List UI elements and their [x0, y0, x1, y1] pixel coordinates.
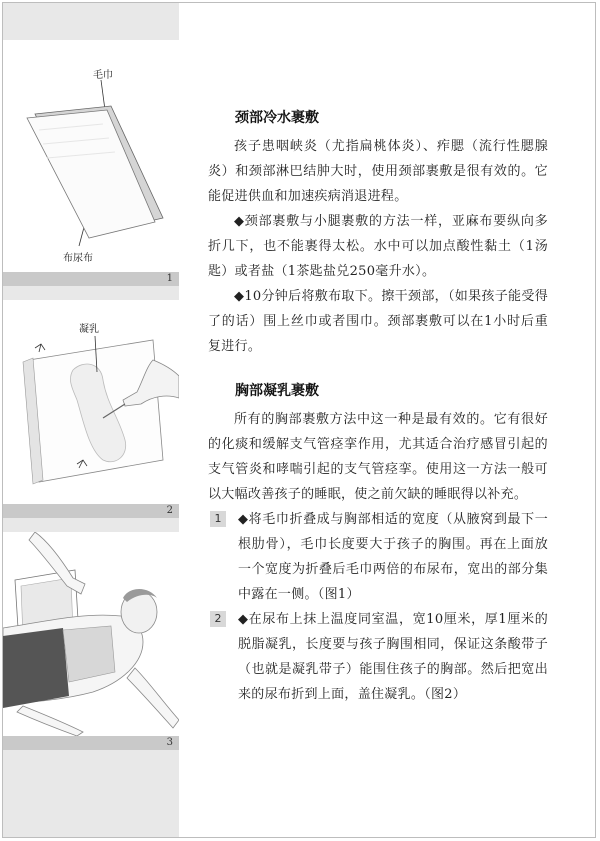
step-text: ◆将毛巾折叠成与胸部相适的宽度（从腋窝到最下一根肋骨），毛巾长度要大于孩子的胸围。再在上面放一个宽度为折叠后毛巾两倍的布尿布，宽出的部分集中露在一侧。（图1）	[238, 512, 548, 602]
main-text	[208, 108, 548, 707]
child-wrap-illustration	[3, 532, 179, 736]
step-1	[208, 507, 548, 607]
figure-1-label-diaper: 布尿布	[63, 253, 93, 264]
step-2	[208, 607, 548, 707]
figure-2-number: 2	[166, 505, 173, 516]
figure-1-caption-bar	[3, 272, 179, 286]
step-text: ◆在尿布上抹上温度同室温，宽10厘米，厚1厘米的脱脂凝乳，长度要与孩子胸围相同，保证这条酸带子（也就是凝乳带子）能围住孩子的胸部。然后把宽出来的尿布折到上面，盖住凝乳。（图2）	[238, 612, 548, 702]
figure-3-number: 3	[166, 737, 173, 748]
section-gap	[208, 359, 548, 381]
figure-1	[3, 40, 179, 286]
paragraph: 孩子患咽峡炎（尤指扁桃体炎）、痄腮（流行性腮腺炎）和颈部淋巴结肿大时，使用颈部裹敷是很有效的。它能促进供血和加速疾病消退进程。	[208, 139, 548, 204]
step-number-badge: 1	[210, 511, 226, 527]
figure-3	[3, 532, 179, 750]
figure-2-caption-bar	[3, 504, 179, 518]
figure-2-label-curd: 凝乳	[79, 324, 99, 335]
figure-1-label-towel: 毛巾	[93, 70, 113, 81]
paragraph: ◆10分钟后将敷布取下。擦干颈部，（如果孩子能受得了的话）围上丝巾或者围巾。颈部裹敷可以在1小时后重复进行。	[208, 289, 548, 354]
paragraph: ◆颈部裹敷与小腿裹敷的方法一样，亚麻布要纵向多折几下，也不能裹得太松。水中可以加点酸性黏土（1汤匙）或者盐（1茶匙盐兑250毫升水）。	[208, 214, 548, 279]
figure-3-caption-bar	[3, 736, 179, 750]
figure-2	[3, 300, 179, 518]
figure-1-number: 1	[166, 273, 173, 284]
section-title-neck-compress: 颈部冷水裹敷	[235, 110, 319, 126]
paragraph: 所有的胸部裹敷方法中这一种是最有效的。它有很好的化痰和缓解支气管痉挛作用，尤其适合治疗感冒引起的支气管炎和哮喘引起的支气管痉挛。使用这一方法一般可以大幅改善孩子的睡眠，使之前欠缺的睡眠得以补充。	[208, 412, 548, 502]
towel-diaper-illustration	[3, 40, 179, 272]
section-title-chest-curd-compress: 胸部凝乳裹敷	[235, 383, 319, 399]
step-number-badge: 2	[210, 611, 226, 627]
